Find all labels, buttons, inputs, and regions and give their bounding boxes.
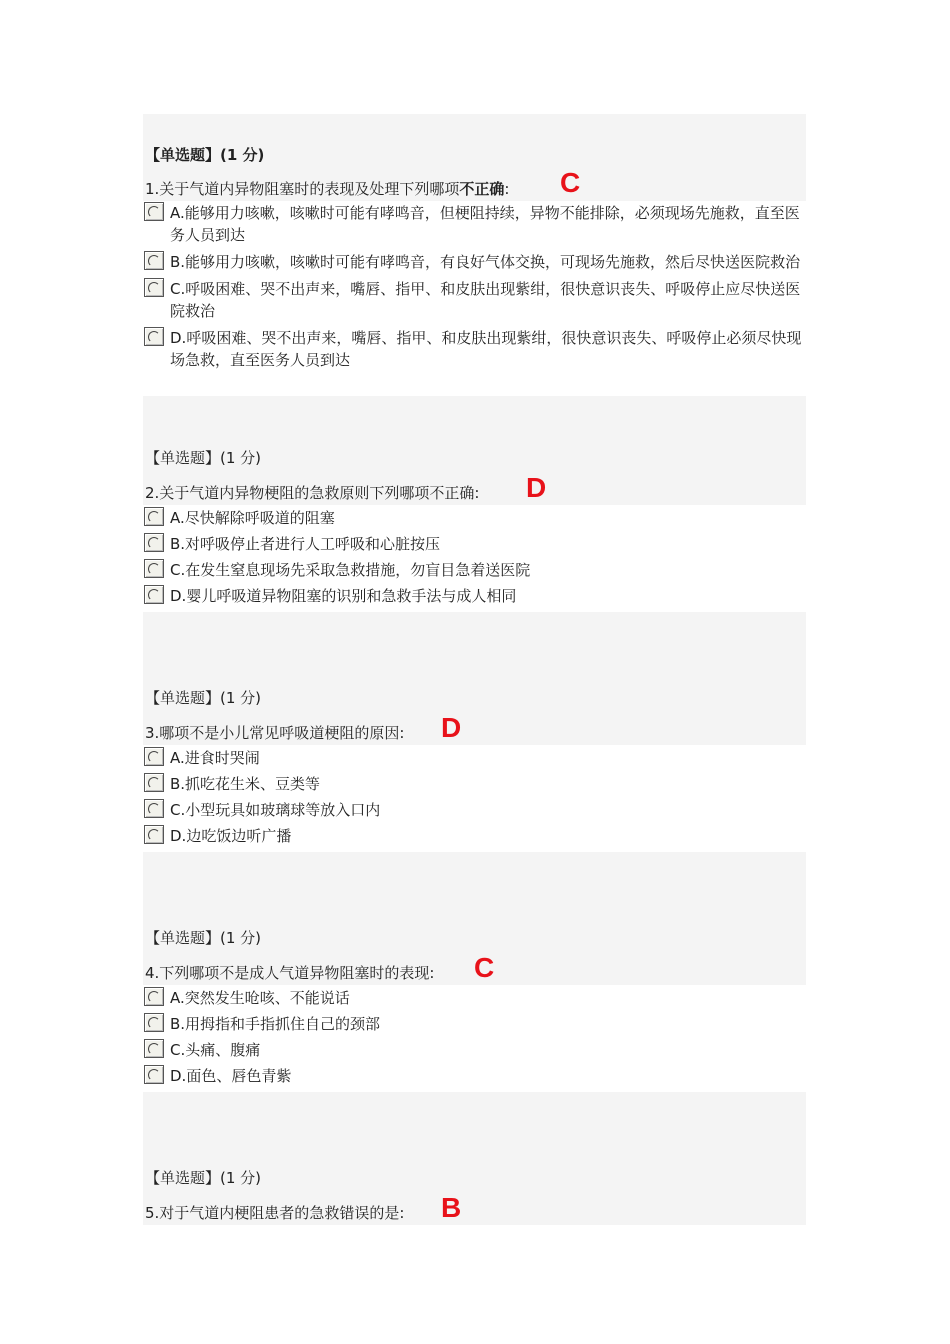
option-a[interactable]: A.进食时哭闹 <box>143 747 806 769</box>
question-stem: 3.哪项不是小儿常见呼吸道梗阻的原因: <box>145 724 405 742</box>
question-type-label: 【单选题】(1 分) <box>145 689 262 707</box>
radio-button[interactable] <box>144 987 164 1006</box>
question-4 <box>143 852 806 1091</box>
option-a[interactable]: A.突然发生呛咳、不能说话 <box>143 987 806 1009</box>
option-d[interactable]: D.面色、唇色青紫 <box>143 1065 806 1087</box>
question-header <box>143 114 806 201</box>
radio-button[interactable] <box>144 799 164 818</box>
question-stem: 1.关于气道内异物阻塞时的表现及处理下列哪项不正确: <box>145 180 510 198</box>
option-c[interactable]: C.呼吸困难、哭不出声来，嘴唇、指甲、和皮肤出现紫绀，很快意识丧失、呼吸停止应尽快送医院救治 <box>143 278 806 322</box>
option-b[interactable]: B.对呼吸停止者进行人工呼吸和心脏按压 <box>143 533 806 555</box>
options-list <box>143 745 806 847</box>
option-d[interactable]: D.呼吸困难、哭不出声来，嘴唇、指甲、和皮肤出现紫绀，很快意识丧失、呼吸停止必须尽快现场急救，直至医务人员到达 <box>143 327 806 371</box>
radio-button[interactable] <box>144 1065 164 1084</box>
stem-emphasis: 不正确 <box>459 180 505 198</box>
answer-mark: D <box>441 712 462 743</box>
option-c[interactable]: C.在发生窒息现场先采取急救措施，勿盲目急着送医院 <box>143 559 806 581</box>
radio-button[interactable] <box>144 251 164 270</box>
radio-button[interactable] <box>144 327 164 346</box>
question-5 <box>143 1092 806 1225</box>
radio-button[interactable] <box>144 559 164 578</box>
radio-button[interactable] <box>144 202 164 221</box>
question-type-label: 【单选题】(1 分) <box>145 929 262 947</box>
answer-mark: B <box>441 1192 462 1223</box>
answer-mark: C <box>474 952 495 983</box>
radio-button[interactable] <box>144 533 164 552</box>
question-header <box>143 852 806 985</box>
option-b[interactable]: B.用拇指和手指抓住自己的颈部 <box>143 1013 806 1035</box>
radio-button[interactable] <box>144 507 164 526</box>
options-list <box>143 201 806 371</box>
answer-mark: D <box>526 472 547 503</box>
radio-button[interactable] <box>144 773 164 792</box>
question-type-label: 【单选题】(1 分) <box>145 449 262 467</box>
radio-button[interactable] <box>144 747 164 766</box>
option-d[interactable]: D.边吃饭边听广播 <box>143 825 806 847</box>
question-stem: 4.下列哪项不是成人气道异物阻塞时的表现: <box>145 964 435 982</box>
question-header <box>143 612 806 745</box>
option-b[interactable]: B.抓吃花生米、豆类等 <box>143 773 806 795</box>
question-type-label: 【单选题】(1 分) <box>145 1169 262 1187</box>
question-1 <box>143 114 806 376</box>
question-stem: 2.关于气道内异物梗阻的急救原则下列哪项不正确: <box>145 484 480 502</box>
options-list <box>143 985 806 1087</box>
radio-button[interactable] <box>144 825 164 844</box>
question-3 <box>143 612 806 851</box>
option-a[interactable]: A.能够用力咳嗽，咳嗽时可能有哮鸣音，但梗阻持续，异物不能排除，必须现场先施救，直至医务人员到达 <box>143 202 806 246</box>
option-c[interactable]: C.小型玩具如玻璃球等放入口内 <box>143 799 806 821</box>
radio-button[interactable] <box>144 1013 164 1032</box>
option-a[interactable]: A.尽快解除呼吸道的阻塞 <box>143 507 806 529</box>
options-list <box>143 505 806 607</box>
radio-button[interactable] <box>144 278 164 297</box>
question-2 <box>143 396 806 611</box>
option-b[interactable]: B.能够用力咳嗽，咳嗽时可能有哮鸣音，有良好气体交换，可现场先施救，然后尽快送医院救治 <box>143 251 806 273</box>
option-d[interactable]: D.婴儿呼吸道异物阻塞的识别和急救手法与成人相同 <box>143 585 806 607</box>
option-c[interactable]: C.头痛、腹痛 <box>143 1039 806 1061</box>
question-header <box>143 396 806 505</box>
radio-button[interactable] <box>144 585 164 604</box>
question-type-label: 【单选题】(1 分) <box>145 146 265 164</box>
question-header <box>143 1092 806 1225</box>
answer-mark: C <box>560 167 581 198</box>
question-stem: 5.对于气道内梗阻患者的急救错误的是: <box>145 1204 405 1222</box>
radio-button[interactable] <box>144 1039 164 1058</box>
